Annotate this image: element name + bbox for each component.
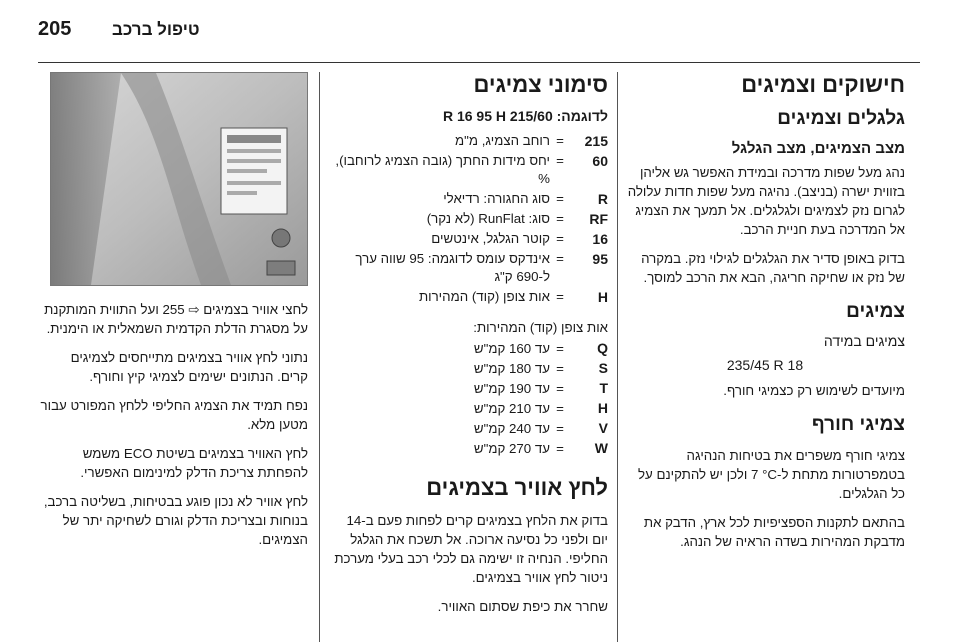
table-row: 95 = אינדקס עומס לדוגמה: 95 שווה ערך ל-690 ק"ג	[355, 251, 608, 284]
table-row: T = עד 190 קמ"ש	[473, 380, 608, 396]
winter-tires-heading: צמיגי חורף	[811, 414, 905, 435]
wrong-pressure-warning-text: לחץ אוויר לא נכון פוגע בבטיחות, בשליטה ברכב, בנוחות ובצריכת הדלק וגורם לשחיקה יתר של הצמיגים.	[43, 494, 308, 547]
table-row: H = אות צופן (קוד) המהירות	[418, 289, 608, 305]
table-row: W = עד 270 קמ"ש	[473, 440, 608, 456]
tires-size-value: 235/45 R 18	[726, 357, 804, 373]
valve-cap-text: שחרר את כיפת שסתום האוויר.	[437, 599, 608, 614]
right-column	[625, 72, 905, 561]
table-row: H = עד 210 קמ"ש	[473, 400, 608, 416]
eco-pressure-text: לחץ האוויר בצמיגים בשיטת ECO משמש להפחתת צריכת הדלק למינימום האפשרי.	[80, 446, 308, 480]
tire-condition-heading: מצב הצמיגים, מצב הגלגל	[731, 140, 905, 157]
tire-codes-table	[330, 132, 608, 308]
tires-size-label: צמיגים במידה	[823, 333, 905, 349]
winter-tires-text: צמיגי חורף משפרים את בטיחות הנהיגה בטמפרטורות מתחת ל-‎7 °C ולכן יש להתקינם על כל הגלגלים.	[637, 448, 905, 501]
tire-markings-heading: סימוני צמיגים	[473, 72, 608, 97]
left-column	[38, 72, 308, 559]
table-row: RF = סוג: RunFlat (לא נקר)	[426, 211, 608, 227]
table-row: Q = עד 160 קמ"ש	[473, 340, 608, 356]
page-number: 205	[38, 18, 72, 40]
table-row: 215 = רוחב הצמיג, מ"מ	[455, 133, 608, 149]
section-heading: חישוקים וצמיגים	[741, 72, 905, 97]
tire-condition-text: נהג מעל שפות מדרכה ובמידת האפשר גש אליהן בזווית ישרה (בניצב). נהיגה מעל שפות חדות עלולה לגרום נזק לצמיגים ולגלגלים. אל תמעך את הצמיג אל המדרכה בעת חניית הרכב.	[627, 165, 905, 237]
column-divider-left	[319, 72, 320, 642]
table-row: R = סוג החגורה: רדיאלי	[443, 191, 608, 207]
page-header-title: טיפול ברכב	[112, 20, 200, 39]
speed-code-intro: אות צופן (קוד) המהירות:	[473, 320, 608, 335]
tires-size-note: מיועדים לשימוש רק כצמיגי חורף.	[723, 383, 905, 398]
subsection-heading: גלגלים וצמיגים	[777, 108, 905, 129]
table-row: 16 = קוטר הגלגל, אינטשים	[431, 231, 608, 247]
table-row: S = עד 180 קמ"ש	[473, 360, 608, 376]
table-row: 60 = יחס מידות החתך (גובה הצמיג לרוחבו), %	[335, 153, 608, 186]
tire-pressure-heading: לחץ אוויר בצמיגים	[426, 475, 608, 500]
tires-heading: צמיגים	[846, 301, 905, 322]
cold-tires-text: נתוני לחץ אוויר בצמיגים מתייחסים לצמיגים קרים. הנתונים ישימים לצמיגי קיץ וחורף.	[70, 350, 308, 384]
pressure-reference-text: לחצי אוויר בצמיגים ⇨ 255 ועל התווית המותקנת על מסגרת הדלת הקדמית השמאלית או הימנית.	[44, 302, 308, 336]
tire-pressure-text: בדוק את הלחץ בצמיגים קרים לפחות פעם ב-14 יום ולפני כל נסיעה ארוכה. אל תשכח את הגלגל החליפי. הנחיה זו ישימה גם לכלי רכב בעלי מערכת ניטור לחץ אוויר בצמיגים.	[334, 513, 608, 585]
wheel-inspection-text: בדוק באופן סדיר את הגלגלים לגילוי נזק. במקרה של נזק או שחיקה חריגה, הבא את הרכב למוסך.	[641, 251, 905, 285]
middle-column	[330, 72, 608, 626]
spare-wheel-text: נפח תמיד את הצמיג החליפי ללחץ המפורט עבור מטען מלא.	[40, 398, 308, 432]
table-row: V = עד 240 קמ"ש	[473, 420, 608, 436]
column-divider-right	[617, 72, 618, 642]
tire-marking-example: לדוגמה: 215/60 R 16 95 H	[442, 108, 608, 124]
header-divider	[38, 62, 920, 63]
door-frame-label-image	[50, 72, 308, 286]
speed-codes-table	[474, 339, 608, 459]
speed-sticker-text: בהתאם לתקנות הספציפיות לכל ארץ, הדבק את מדבקת המהירות בשדה הראיה של הנהג.	[643, 515, 905, 549]
